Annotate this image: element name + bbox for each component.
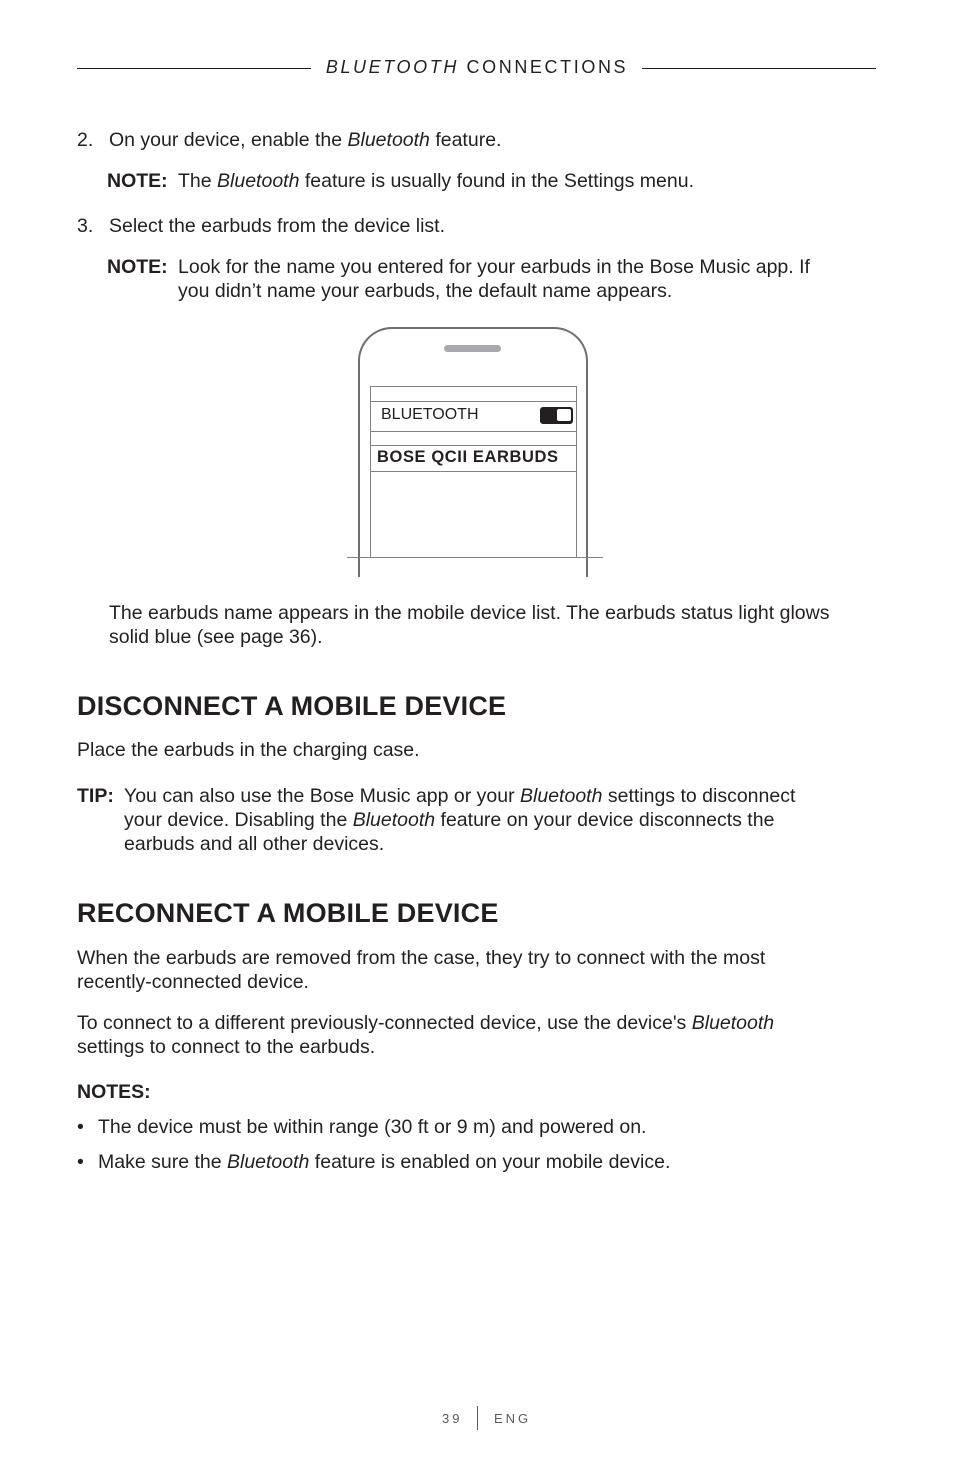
step-2-text-after: feature. [429,129,502,151]
page-number: 39 [442,1411,463,1426]
tip-line1 [124,784,795,808]
step-2-note-before: The [178,170,218,192]
header-title-rest: CONNECTIONS [458,57,629,77]
phone-base-line [347,557,603,558]
step-2-text-italic: Bluetooth [347,129,430,151]
disconnect-intro: Place the earbuds in the charging case. [77,739,420,761]
reconnect-p2-before: To connect to a different previously-connected device, use the device's [77,1012,692,1034]
tip-label [77,784,114,808]
bullet2-before: Make sure the [98,1151,227,1173]
step-2-text-before: On your device, enable the [109,129,348,151]
screen-divider [371,401,576,402]
language-code: ENG [494,1411,532,1426]
bullet2-italic: Bluetooth [226,1151,310,1173]
step-3-note-line2: you didn’t name your earbuds, the default name appears. [178,280,673,302]
step-2-note-text [178,169,694,193]
reconnect-p2-line2: settings to connect to the earbuds. [77,1036,376,1058]
note-label: NOTE: [107,256,168,278]
bullet-icon: • [77,1151,84,1173]
notes-label [77,1080,151,1104]
step-2-text [109,128,501,152]
step-number: 2. [77,129,94,151]
reconnect-p2-line1 [77,1011,774,1035]
step-2-note [107,169,168,193]
section-header [0,57,954,78]
bullet2-after: feature is enabled on your mobile device. [309,1151,671,1173]
screen-divider [371,471,576,472]
tip-line2-after: feature on your device disconnects the [435,809,775,831]
step-2-note-after: feature is usually found in the Settings menu. [299,170,695,192]
screen-divider [371,431,576,432]
step-2-note-italic: Bluetooth [217,170,300,192]
bluetooth-toggle-icon [540,407,573,424]
step-3-note-label [107,255,168,279]
step-3 [77,214,93,238]
notes-bullet-1: The device must be within range (30 ft or 9 m) and powered on. [98,1116,647,1138]
note-label: NOTE: [107,170,168,192]
footer-separator [477,1406,478,1430]
bluetooth-setting-label: BLUETOOTH [381,406,479,423]
reconnect-p2-italic: Bluetooth [691,1012,775,1034]
status-paragraph-line2: solid blue (see page 36). [109,626,323,648]
step-2 [77,128,93,152]
bullet-icon: • [77,1116,84,1138]
tip-line2 [124,808,774,832]
notes-bullet-2 [98,1150,670,1174]
device-list-item: BOSE QCII EARBUDS [377,448,559,466]
tip-line1-before: You can also use the Bose Music app or your [124,785,521,807]
phone-speaker-icon [444,345,501,352]
step-3-text: Select the earbuds from the device list. [109,215,446,237]
header-title-italic: BLUETOOTH [325,57,459,77]
tip-line3: earbuds and all other devices. [124,833,385,855]
reconnect-p1-line1: When the earbuds are removed from the case, they try to connect with the most [77,947,766,969]
screen-divider [371,445,576,446]
tip-line2-italic: Bluetooth [352,809,436,831]
reconnect-heading: RECONNECT A MOBILE DEVICE [77,898,499,928]
toggle-knob [557,409,571,421]
tip-label-text: TIP: [77,785,114,807]
notes-label-text: NOTES: [77,1081,151,1103]
step-3-note-line1: Look for the name you entered for your earbuds in the Bose Music app. If [178,256,810,278]
tip-line2-before: your device. Disabling the [124,809,353,831]
disconnect-heading: DISCONNECT A MOBILE DEVICE [77,691,507,721]
step-number: 3. [77,215,94,237]
tip-line1-italic: Bluetooth [520,785,603,807]
tip-line1-after: settings to disconnect [602,785,796,807]
status-paragraph-line1: The earbuds name appears in the mobile device list. The earbuds status light glows [109,602,830,624]
reconnect-p1-line2: recently-connected device. [77,971,309,993]
